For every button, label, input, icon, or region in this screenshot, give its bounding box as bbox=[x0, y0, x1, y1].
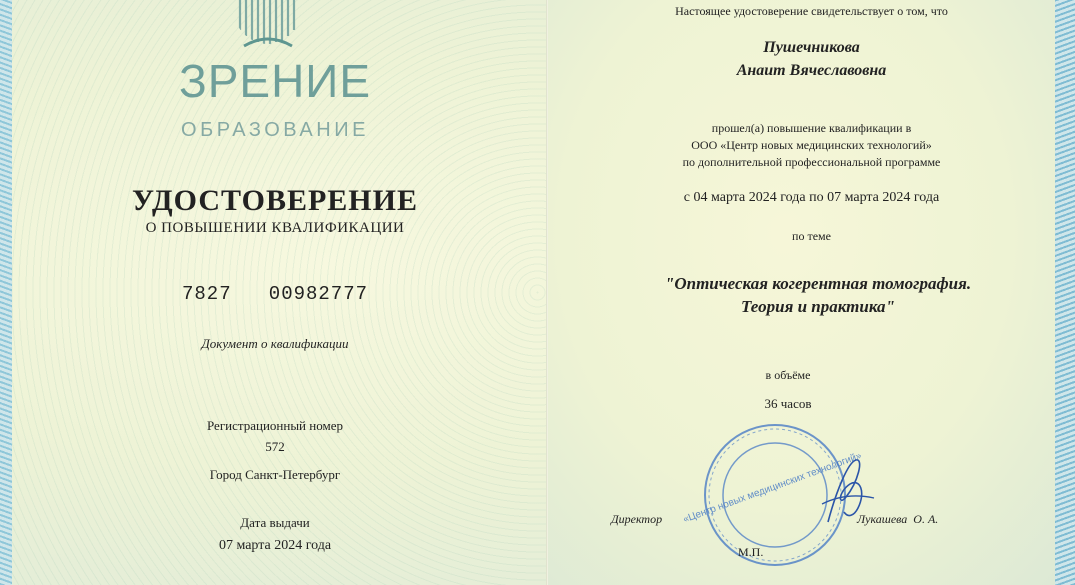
right-border-pattern bbox=[1055, 0, 1075, 585]
document-kind: Документ о квалификации bbox=[201, 336, 349, 351]
series-number: 7827 00982777 bbox=[181, 283, 369, 305]
brand-name: ЗРЕНИЕ bbox=[178, 55, 372, 107]
stamp-text: «Центр новых медицинских технологий» bbox=[681, 450, 864, 526]
training-dates: с 04 марта 2024 года по 07 марта 2024 года bbox=[683, 190, 940, 205]
issue-date: 07 марта 2024 года bbox=[218, 538, 332, 553]
brand-logo-icon bbox=[236, 0, 300, 48]
holder-surname: Пушечникова bbox=[763, 39, 860, 56]
holder-given-names: Анаит Вячеславовна bbox=[736, 62, 887, 79]
director-label: Директор bbox=[611, 512, 663, 526]
program-theme bbox=[588, 272, 1048, 318]
training-line-3: по дополнительной профессиональной программе bbox=[682, 155, 941, 169]
theme-label: по теме bbox=[792, 229, 831, 243]
volume-label: в объёме bbox=[765, 368, 811, 382]
left-border-pattern bbox=[0, 0, 12, 585]
theme-line-1: "Оптическая когерентная томография. bbox=[664, 274, 972, 293]
intro-text: Настоящее удостоверение свидетельствует о том, что bbox=[675, 4, 948, 18]
theme-line-2: Теория и практика" bbox=[741, 297, 895, 316]
volume-hours: 36 часов bbox=[764, 396, 812, 411]
registration-number: 572 bbox=[265, 439, 285, 454]
training-line-2: ООО «Центр новых медицинских технологий» bbox=[691, 138, 932, 152]
city: Город Санкт-Петербург bbox=[209, 467, 341, 482]
seal-place-label: М.П. bbox=[738, 545, 764, 559]
training-line-1: прошел(а) повышение квалификации в bbox=[711, 121, 912, 135]
issue-date-label: Дата выдачи bbox=[240, 515, 310, 530]
document-title: УДОСТОВЕРЕНИЕ bbox=[132, 184, 418, 217]
signer-name: Лукашева О. А. bbox=[857, 512, 939, 526]
registration-label: Регистрационный номер bbox=[207, 418, 343, 433]
training-description bbox=[548, 120, 1075, 171]
right-page bbox=[548, 0, 1075, 585]
document-subtitle: О ПОВЫШЕНИИ КВАЛИФИКАЦИИ bbox=[145, 220, 405, 236]
brand-subtitle: ОБРАЗОВАНИЕ bbox=[181, 119, 369, 141]
